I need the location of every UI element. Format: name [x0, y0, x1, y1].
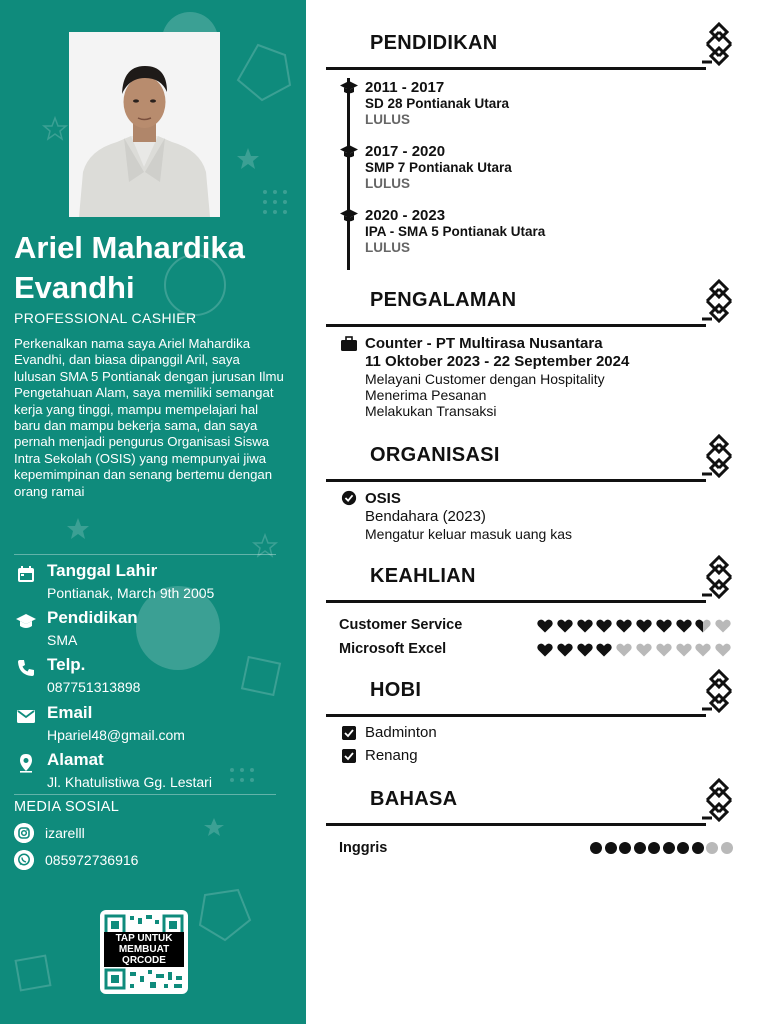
- heart-icon: [557, 618, 573, 634]
- social-handle: izarelll: [45, 825, 85, 841]
- social-phone: 085972736916: [45, 852, 139, 868]
- skill-name: Customer Service: [339, 617, 463, 633]
- media-title: MEDIA SOSIAL: [14, 799, 120, 815]
- calendar-icon: [16, 564, 36, 584]
- heart-icon: [537, 642, 553, 658]
- info-email: [14, 703, 294, 747]
- rating-dot: [605, 842, 617, 854]
- education-timeline: [347, 78, 350, 270]
- qr-label: TAP UNTUK MEMBUAT QRCODE: [104, 932, 184, 967]
- section-skills: [326, 563, 736, 603]
- education-years: 2011 - 2017: [365, 79, 445, 96]
- hobby-item: [342, 724, 542, 744]
- ornament-icon: [702, 279, 736, 323]
- rating-dot: [634, 842, 646, 854]
- education-status: LULUS: [365, 176, 410, 191]
- section-title: ORGANISASI: [370, 444, 500, 466]
- skill-rating: [537, 618, 737, 636]
- section-hobbies: [326, 677, 736, 717]
- heart-icon: [715, 642, 731, 658]
- heart-icon: [676, 642, 692, 658]
- section-title: BAHASA: [370, 788, 458, 810]
- heart-icon: [616, 618, 632, 634]
- education-school: SD 28 Pontianak Utara: [365, 96, 510, 111]
- info-phone: [14, 655, 294, 699]
- info-address: [14, 750, 294, 794]
- section-underline: [326, 67, 706, 70]
- check-circle-icon: [340, 490, 358, 506]
- divider: [14, 794, 276, 795]
- heart-icon: [596, 618, 612, 634]
- rating-dot: [590, 842, 602, 854]
- heart-icon: [676, 618, 692, 634]
- section-title: HOBI: [370, 679, 422, 701]
- section-title: PENGALAMAN: [370, 289, 517, 311]
- rating-dot: [721, 842, 733, 854]
- heart-icon: [636, 618, 652, 634]
- heart-icon: [557, 642, 573, 658]
- info-value: SMA: [47, 632, 78, 648]
- heart-icon: [656, 618, 672, 634]
- heart-icon: [537, 618, 553, 634]
- graduation-cap-icon: [340, 209, 358, 223]
- checkbox-checked-icon: [342, 726, 356, 740]
- portrait-image: [69, 32, 220, 217]
- section-underline: [326, 600, 706, 603]
- briefcase-icon: [340, 336, 358, 352]
- ornament-icon: [702, 22, 736, 66]
- name-line-2: Evandhi: [14, 270, 135, 305]
- info-label: Telp.: [47, 655, 86, 674]
- language-name: Inggris: [339, 840, 388, 856]
- organization-name: OSIS: [365, 490, 401, 507]
- phone-icon: [16, 658, 36, 678]
- language-rating: [590, 842, 740, 856]
- heart-icon: [616, 642, 632, 658]
- section-underline: [326, 714, 706, 717]
- rating-dot: [619, 842, 631, 854]
- section-languages: [326, 786, 736, 826]
- info-label: Pendidikan: [47, 608, 138, 627]
- organization-desc: Mengatur keluar masuk uang kas: [365, 526, 572, 542]
- education-school: SMP 7 Pontianak Utara: [365, 160, 512, 175]
- ornament-icon: [702, 778, 736, 822]
- sidebar: [0, 0, 306, 1024]
- experience-company: Counter - PT Multirasa Nusantara: [365, 335, 603, 352]
- info-value: Pontianak, March 9th 2005: [47, 585, 215, 601]
- education-status: LULUS: [365, 240, 410, 255]
- skill-rating: [537, 642, 737, 660]
- ornament-icon: [702, 669, 736, 713]
- full-name: [14, 228, 294, 308]
- job-title: PROFESSIONAL CASHIER: [14, 310, 197, 326]
- info-value: Jl. Khatulistiwa Gg. Lestari: [47, 774, 212, 790]
- hobby-text: Renang: [365, 747, 418, 764]
- heart-icon: [695, 618, 711, 634]
- bio-paragraph: Perkenalkan nama saya Ariel Mahardika Evandhi, dan biasa dipanggil Aril, saya lulusan SMA 5 Pontianak dengan jurusan Ilmu Pengetahuan Alam, saya memiliki semangat kerja yang tinggi, mampu mempelajari hal baru dan mampu bekerja sama, dan saya pernah menjadi pengurus Organisasi Siswa Intra Sekolah (OSIS) yang mempunyai jiwa kepemimpinan dan senang bertemu dengan orang ramai: [14, 336, 284, 499]
- education-years: 2020 - 2023: [365, 207, 446, 224]
- experience-duty: Melakukan Transaksi: [365, 403, 497, 419]
- education-status: LULUS: [365, 112, 410, 127]
- heart-icon: [695, 642, 711, 658]
- info-birthdate: [14, 561, 294, 605]
- mail-icon: [16, 706, 36, 726]
- divider: [14, 554, 276, 555]
- graduation-cap-icon: [340, 145, 358, 159]
- experience-duty: Melayani Customer dengan Hospitality: [365, 371, 605, 387]
- info-education: [14, 608, 294, 652]
- section-education: [326, 30, 736, 70]
- skill-row: [339, 617, 739, 637]
- hobby-item: [342, 747, 542, 767]
- rating-dot: [692, 842, 704, 854]
- education-school: IPA - SMA 5 Pontianak Utara: [365, 224, 546, 239]
- rating-dot: [663, 842, 675, 854]
- graduation-cap-icon: [16, 611, 36, 631]
- qr-code[interactable]: [100, 910, 188, 994]
- info-value: 087751313898: [47, 679, 141, 695]
- rating-dot: [648, 842, 660, 854]
- skill-name: Microsoft Excel: [339, 641, 447, 657]
- organization-role: Bendahara (2023): [365, 508, 486, 525]
- info-label: Email: [47, 703, 93, 722]
- section-title: KEAHLIAN: [370, 565, 476, 587]
- heart-icon: [636, 642, 652, 658]
- section-title: PENDIDIKAN: [370, 32, 498, 54]
- social-whatsapp[interactable]: [14, 850, 274, 872]
- rating-dot: [706, 842, 718, 854]
- section-organization: [326, 442, 736, 482]
- profile-photo: [69, 32, 220, 217]
- ornament-icon: [702, 434, 736, 478]
- info-label: Alamat: [47, 750, 104, 769]
- hobby-text: Badminton: [365, 724, 437, 741]
- education-years: 2017 - 2020: [365, 143, 446, 160]
- section-underline: [326, 479, 706, 482]
- info-value: Hpariel48@gmail.com: [47, 727, 185, 743]
- experience-period: 11 Oktober 2023 - 22 September 2024: [365, 353, 630, 370]
- heart-icon: [656, 642, 672, 658]
- heart-icon: [596, 642, 612, 658]
- info-label: Tanggal Lahir: [47, 561, 158, 580]
- checkbox-checked-icon: [342, 749, 356, 763]
- skill-row: [339, 641, 739, 661]
- graduation-cap-icon: [340, 81, 358, 95]
- whatsapp-icon: [14, 850, 34, 870]
- rating-dot: [677, 842, 689, 854]
- instagram-icon: [14, 823, 34, 843]
- heart-icon: [715, 618, 731, 634]
- section-underline: [326, 823, 706, 826]
- section-underline: [326, 324, 706, 327]
- experience-duty: Menerima Pesanan: [365, 387, 487, 403]
- location-pin-icon: [16, 753, 36, 773]
- section-experience: [326, 287, 736, 327]
- heart-icon: [577, 618, 593, 634]
- heart-icon: [577, 642, 593, 658]
- ornament-icon: [702, 555, 736, 599]
- name-line-1: Ariel Mahardika: [14, 230, 245, 265]
- social-instagram[interactable]: [14, 823, 274, 845]
